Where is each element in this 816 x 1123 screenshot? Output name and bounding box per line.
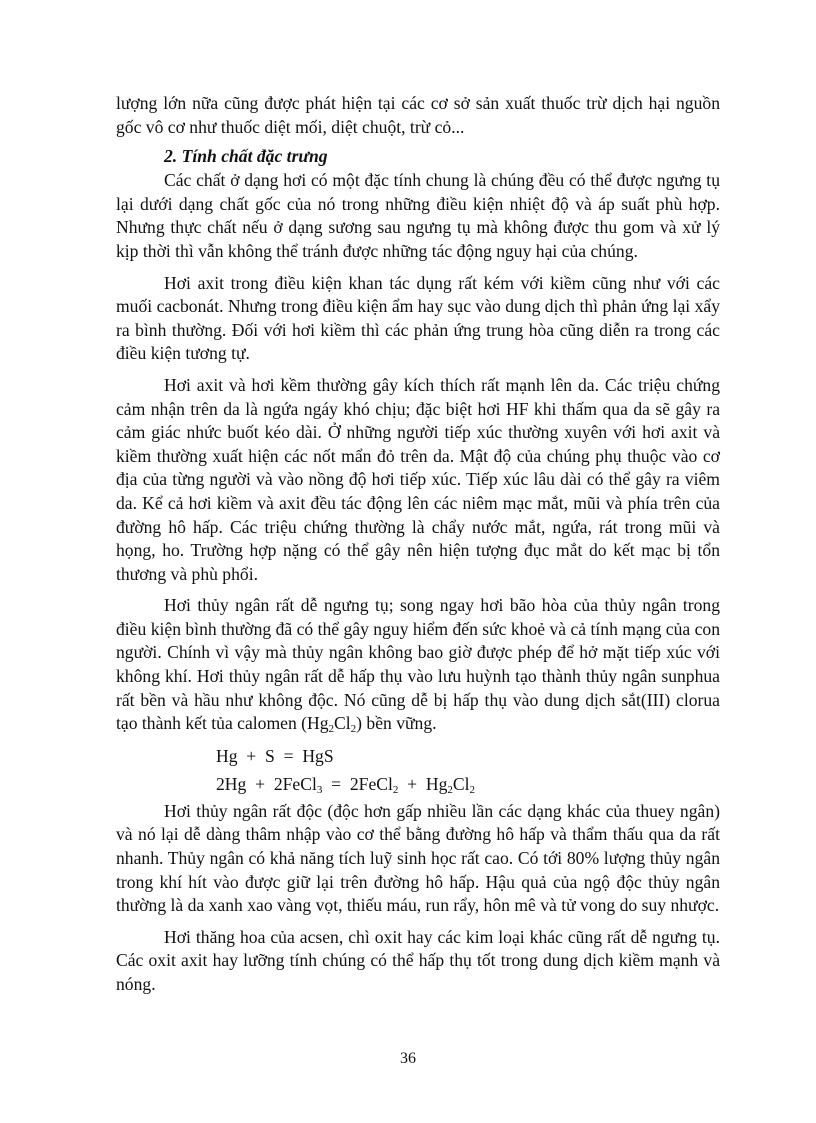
equation-block	[116, 742, 720, 798]
paragraph-mercury-toxicity: Hơi thủy ngân rất độc (độc hơn gấp nhiều lần các dạng khác của thuey ngân) và nó lại dễ dàng thâm nhập vào cơ thể bằng đường hô hấp và thẩm thấu qua da rất nhanh. Thủy ngân có khả năng tích luỹ sinh học rất cao. Có tới 80% lượng thủy ngân trong khí hít vào được giữ lại trên đường hô hấp. Hậu quả của ngộ độc thủy ngân thường là da xanh xao vàng vọt, thiếu máu, run rẩy, hôn mê và tử vong do suy nhược.	[116, 800, 720, 916]
equation-mercury-ferric-chloride: 2Hg + 2FeCl$_3$ = 2FeCl$_2$ + $Hg_2Cl_2$	[216, 773, 476, 796]
section-heading: 2. Tính chất đặc trưng	[164, 146, 328, 167]
paragraph-acid-vapor: Hơi axit trong điều kiện khan tác dụng rất kém với kiềm cũng như với các muối cacbonát. Nhưng trong điều kiện ẩm hay sục vào dung dịch thì phản ứng lại xẩy ra bình thường. Đối với hơi kiềm thì các phản ứng trung hòa cũng diễn ra trong các điều kiện tương tự.	[116, 272, 720, 364]
paragraph-mercury: Hơi thủy ngân rất dễ ngưng tụ; song ngay hơi bão hòa của thủy ngân trong điều kiện bình thường đã có thể gây nguy hiểm đến sức khoẻ và cả tính mạng của con người. Chính vì vậy mà thủy ngân không bao giờ được phép để hở mặt tiếp xúc với không khí. Hơi thủy ngân rất dễ hấp thụ vào lưu huỳnh tạo thành thủy ngân sunphua rất bền và hầu như không độc. Nó cũng dễ bị hấp thụ vào dung dịch sắt(III) clorua tạo thành kết tủa calomen $(Hg_2Cl_2)$ bền vững.	[116, 595, 720, 736]
paragraph-intro: lượng lớn nữa cũng được phát hiện tại các cơ sở sản xuất thuốc trừ dịch hại nguồn gốc vô cơ như thuốc diệt mối, diệt chuột, trừ cỏ...	[116, 93, 720, 137]
paragraph-skin-effects: Hơi axit và hơi kềm thường gây kích thích rất mạnh lên da. Các triệu chứng cảm nhận trên da là ngứa ngáy khó chịu; đặc biệt hơi HF khi thấm qua da sẽ gây ra cảm giác nhức buốt kéo dài. Ở những người tiếp xúc thường xuyên với hơi axit và kiềm thường xuất hiện các nốt mẩn đỏ trên da. Mật độ của chúng phụ thuộc vào cơ địa của từng người và vào nồng độ hơi tiếp xúc. Tiếp xúc lâu dài có thể gây ra viêm da. Kể cả hơi kiềm và axit đều tác động lên các niêm mạc mắt, mũi và phía trên của đường hô hấp. Các triệu chứng thường là chẩy nước mắt, ngứa, rát trong mũi và họng, ho. Trường hợp nặng có thể gây nên hiện tượng đục mắt do kết mạc bị tổn thương và phù phổi.	[116, 374, 720, 584]
paragraph-properties: Các chất ở dạng hơi có một đặc tính chung là chúng đều có thể được ngưng tụ lại dưới dạng chất gốc của nó trong những điều kiện nhiệt độ và áp suất phù hợp. Nhưng thực chất nếu ở dạng sương sau ngưng tụ mà không được thu gom và xử lý kịp thời thì vẫn không thể tránh được những tác động nguy hại của chúng.	[116, 170, 720, 261]
equation-mercury-sulfur: Hg + S = HgS	[216, 745, 334, 766]
page-number: 36	[400, 1050, 416, 1067]
paragraph-sublimation: Hơi thăng hoa của acsen, chì oxit hay các kim loại khác cũng rất dễ ngưng tụ. Các oxit axit hay lưỡng tính chúng có thể hấp thụ tốt trong dung dịch kiềm mạnh và nóng.	[116, 926, 720, 994]
document-body	[116, 92, 720, 997]
